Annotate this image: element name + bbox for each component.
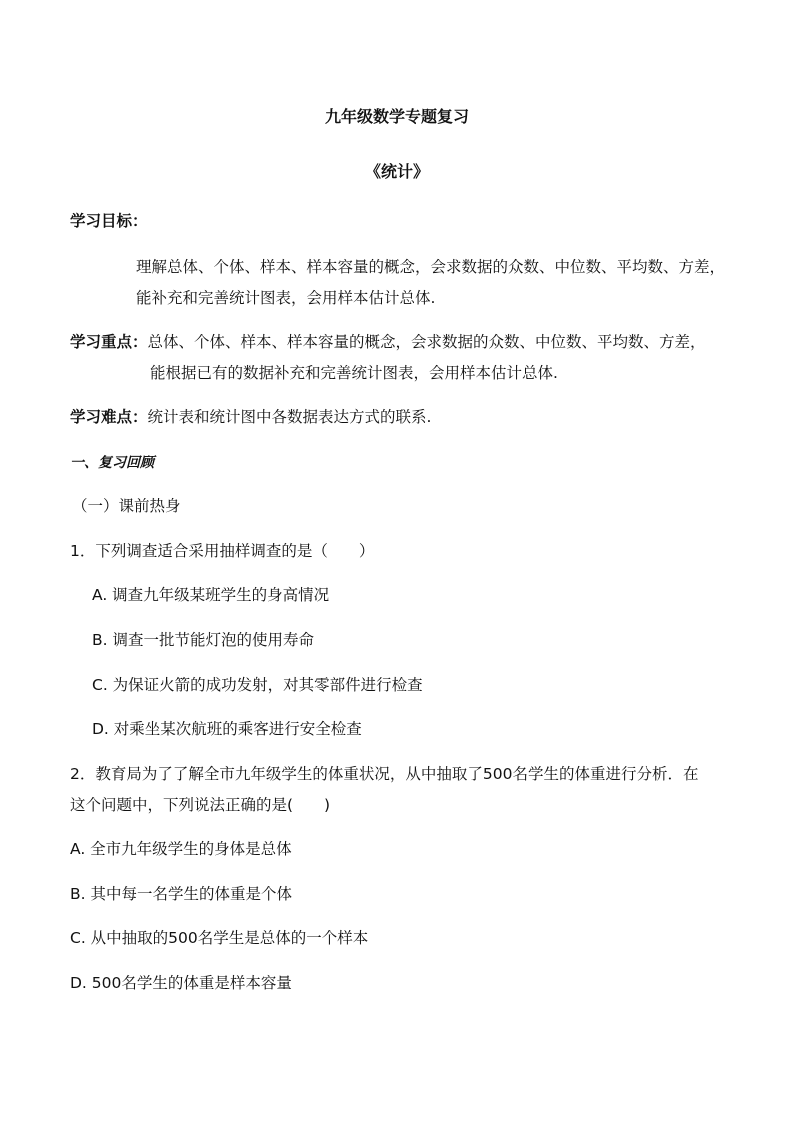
section-heading-review: 一、复习回顾	[70, 455, 154, 471]
question-2-option-d: D. 500名学生的体重是样本容量	[70, 974, 292, 992]
question-2-option-c: C. 从中抽取的500名学生是总体的一个样本	[70, 929, 369, 947]
question-1-option-a: A. 调查九年级某班学生的身高情况	[92, 586, 330, 604]
question-2-stem-line-2: 这个问题中，下列说法正确的是( )	[70, 796, 331, 814]
question-2-option-b: B. 其中每一名学生的体重是个体	[70, 885, 292, 903]
difficulties-text: 统计表和统计图中各数据表达方式的联系.	[147, 408, 432, 426]
objectives-line-1: 理解总体、个体、样本、样本容量的概念，会求数据的众数、中位数、平均数、方差，	[136, 258, 726, 276]
difficulties-label: 学习难点：	[70, 408, 148, 426]
document-subtitle: 《统计》	[364, 162, 429, 181]
section-subheading-warmup: （一）课前热身	[72, 497, 181, 515]
objectives-label: 学习目标：	[70, 212, 148, 230]
difficulties-row	[70, 406, 431, 428]
key-points-line-1: 总体、个体、样本、样本容量的概念，会求数据的众数、中位数、平均数、方差，	[147, 333, 706, 351]
question-1-option-b: B. 调查一批节能灯泡的使用寿命	[92, 631, 314, 649]
question-1-option-c: C. 为保证火箭的成功发射，对其零部件进行检查	[92, 676, 423, 694]
question-2-stem-line-1: 2．教育局为了了解全市九年级学生的体重状况，从中抽取了500名学生的体重进行分析．在	[70, 765, 699, 783]
key-points-label: 学习重点：	[70, 333, 148, 351]
key-points-line-2: 能根据已有的数据补充和完善统计图表，会用样本估计总体.	[150, 364, 558, 382]
objectives-line-2: 能补充和完善统计图表，会用样本估计总体.	[136, 289, 436, 307]
question-2-option-a: A. 全市九年级学生的身体是总体	[70, 840, 292, 858]
question-1-stem: 1．下列调查适合采用抽样调查的是（ ）	[70, 542, 375, 560]
document-title: 九年级数学专题复习	[324, 107, 469, 126]
question-1-option-d: D. 对乘坐某次航班的乘客进行安全检查	[92, 720, 362, 738]
key-points-row	[70, 331, 706, 353]
